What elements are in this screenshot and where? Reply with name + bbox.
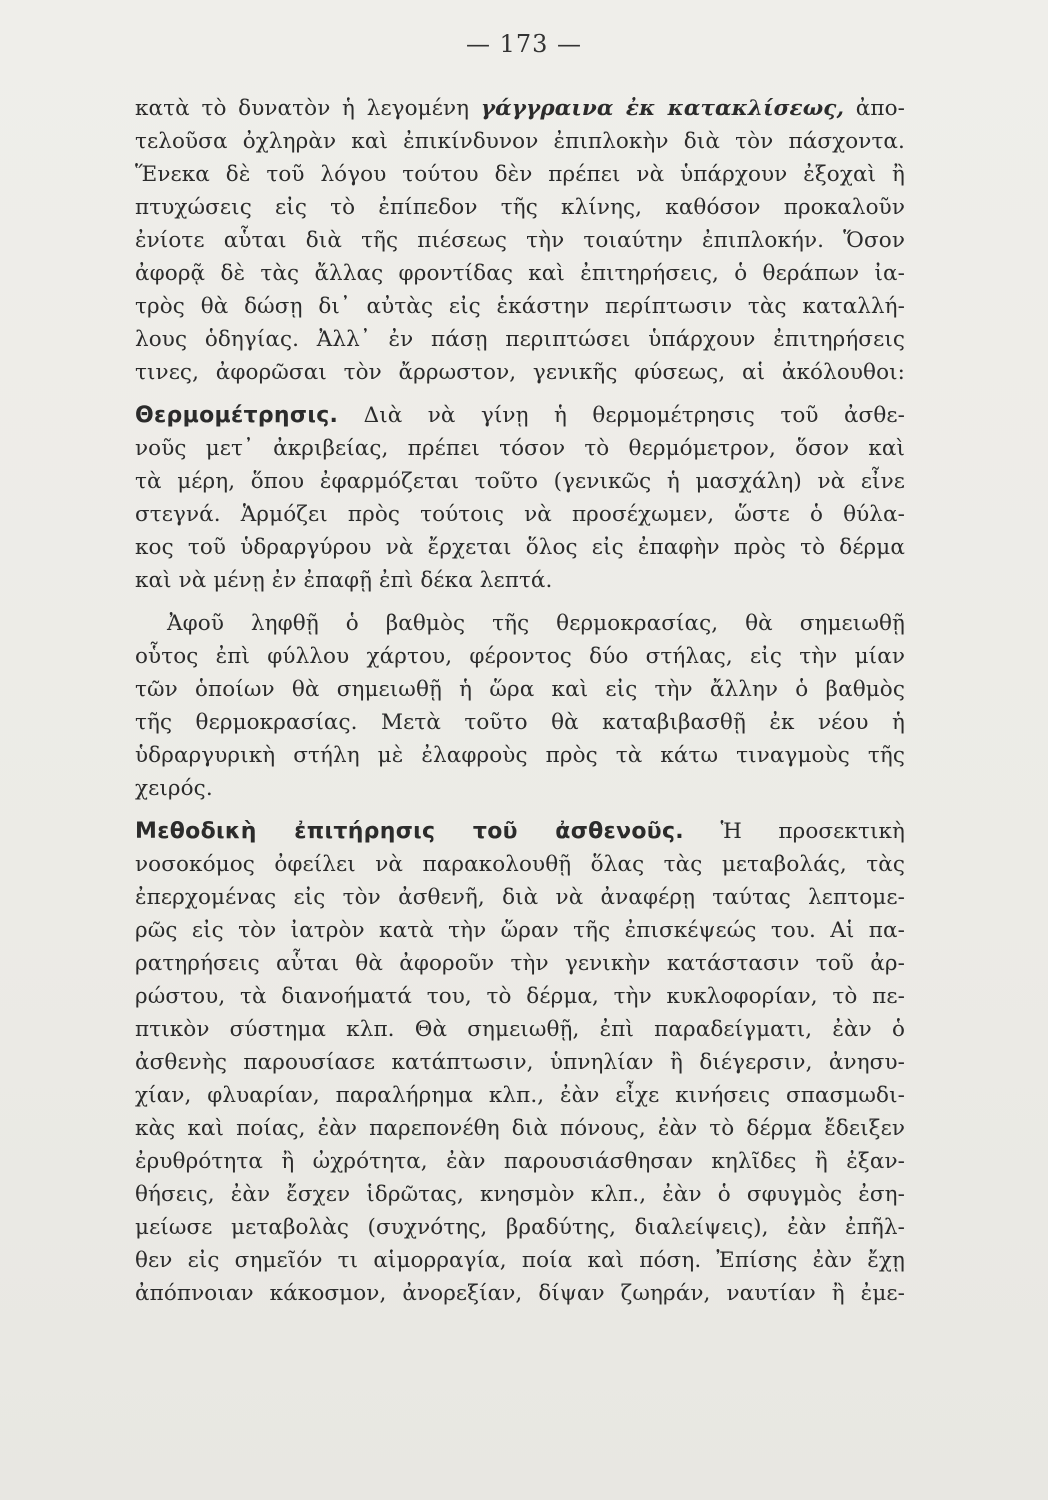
- text-line: χειρός.: [135, 776, 213, 801]
- text-line: πτικὸν σύστημα κλπ. Θὰ σημειωθῇ, ἐπὶ παραδείγματι, ἐὰν ὁ: [135, 1017, 905, 1042]
- italic-term: γάγγραινα ἐκ κατακλίσεως,: [480, 96, 845, 121]
- text-line: τῆς θερμοκρασίας. Μετὰ τοῦτο θὰ καταβιβασθῇ ἐκ νέου ἡ: [135, 710, 905, 735]
- text-line: κὰς καὶ ποίας, ἐὰν παρεπονέθη διὰ πόνους, ἐὰν τὸ δέρμα ἔδειξεν: [135, 1116, 905, 1141]
- text-line: ἀσθενὴς παρουσίασε κατάπτωσιν, ὑπνηλίαν ἢ διέγερσιν, ἀνησυ-: [135, 1050, 905, 1075]
- text-line: ρατηρήσεις αὗται θὰ ἀφοροῦν τὴν γενικὴν κατάστασιν τοῦ ἀρ-: [135, 951, 905, 976]
- text-line: τῶν ὁποίων θὰ σημειωθῇ ἡ ὥρα καὶ εἰς τὴν ἄλλην ὁ βαθμὸς: [135, 677, 905, 702]
- text-line: ἐρυθρότητα ἢ ὠχρότητα, ἐὰν παρουσιάσθησαν κηλῖδες ἢ ἐξαν-: [135, 1149, 905, 1174]
- section-heading: Θερμομέτρησις.: [135, 403, 339, 428]
- text-line: χίαν, φλυαρίαν, παραλήρημα κλπ., ἐὰν εἶχε κινήσεις σπασμωδι-: [135, 1083, 905, 1108]
- text-line: ἀπόπνοιαν κάκοσμον, ἀνορεξίαν, δίψαν ζωηράν, ναυτίαν ἢ ἐμε-: [135, 1281, 905, 1306]
- text-line: ἐνίοτε αὗται διὰ τῆς πιέσεως τὴν τοιαύτην ἐπιπλοκήν. Ὅσον: [135, 228, 905, 253]
- text-line: κος τοῦ ὑδραργύρου νὰ ἔρχεται ὅλος εἰς ἐπαφὴν πρὸς τὸ δέρμα: [135, 535, 905, 560]
- text-line: θήσεις, ἐὰν ἔσχεν ἱδρῶτας, κνησμὸν κλπ., ἐὰν ὁ σφυγμὸς ἐση-: [135, 1182, 905, 1207]
- page-number: — 173 —: [465, 30, 583, 58]
- text-line: τελοῦσα ὀχληρὰν καὶ ἐπικίνδυνον ἐπιπλοκὴν διὰ τὸν πάσχοντα.: [135, 129, 905, 154]
- text-line: μείωσε μεταβολὰς (συχνότης, βραδύτης, διαλείψεις), ἐὰν ἐπῆλ-: [135, 1215, 905, 1240]
- text-line: θεν εἰς σημεῖόν τι αἱμορραγία, ποία καὶ πόση. Ἐπίσης ἐὰν ἔχῃ: [135, 1248, 905, 1273]
- text-line: ρῶς εἰς τὸν ἰατρὸν κατὰ τὴν ὥραν τῆς ἐπισκέψεώς του. Αἱ πα-: [135, 918, 905, 943]
- text-line: τρὸς θὰ δώσῃ δι᾽ αὐτὰς εἰς ἑκάστην περίπτωσιν τὰς καταλλή-: [135, 294, 905, 319]
- text-line: νοσοκόμος ὀφείλει νὰ παρακολουθῇ ὅλας τὰς μεταβολάς, τὰς: [135, 852, 905, 877]
- text-line: λους ὁδηγίας. Ἀλλ᾽ ἐν πάσῃ περιπτώσει ὑπάρχουν ἐπιτηρήσεις: [135, 327, 905, 352]
- section-heading: Μεθοδικὴ ἐπιτήρησις τοῦ ἀσθενοῦς.: [135, 819, 684, 844]
- text-line: τὰ μέρη, ὅπου ἐφαρμόζεται τοῦτο (γενικῶς ἡ μασχάλη) νὰ εἶνε: [135, 469, 905, 494]
- text-line: νοῦς μετ᾽ ἀκριβείας, πρέπει τόσον τὸ θερμόμετρον, ὅσον καὶ: [135, 436, 905, 461]
- text-line: τινες, ἀφορῶσαι τὸν ἄρρωστον, γενικῆς φύσεως, αἱ ἀκόλουθοι:: [135, 360, 905, 385]
- text-line: καὶ νὰ μένῃ ἐν ἐπαφῇ ἐπὶ δέκα λεπτά.: [135, 568, 553, 593]
- text-line: στεγνά. Ἁρμόζει πρὸς τούτοις νὰ προσέχωμεν, ὥστε ὁ θύλα-: [135, 502, 905, 527]
- text-line: πτυχώσεις εἰς τὸ ἐπίπεδον τῆς κλίνης, καθόσον προκαλοῦν: [135, 195, 905, 220]
- paragraph-supervision: [135, 815, 905, 1310]
- paragraph: [135, 607, 905, 805]
- text-line: Ἀφοῦ ληφθῇ ὁ βαθμὸς τῆς θερμοκρασίας, θὰ σημειωθῇ: [167, 611, 905, 636]
- text-line: ἐπερχομένας εἰς τὸν ἀσθενῆ, διὰ νὰ ἀναφέρῃ ταύτας λεπτομε-: [135, 885, 905, 910]
- paragraph-thermometry: [135, 399, 905, 597]
- text-line: ὑδραργυρικὴ στήλη μὲ ἐλαφροὺς πρὸς τὰ κάτω τιναγμοὺς τῆς: [135, 743, 905, 768]
- text-line: Ἕνεκα δὲ τοῦ λόγου τούτου δὲν πρέπει νὰ ὑπάρχουν ἐξοχαὶ ἢ: [135, 162, 905, 187]
- text-line: ρώστου, τὰ διανοήματά του, τὸ δέρμα, τὴν κυκλοφορίαν, τὸ πε-: [135, 984, 905, 1009]
- body-text: [135, 92, 905, 1310]
- text-line: ἀφορᾷ δὲ τὰς ἄλλας φροντίδας καὶ ἐπιτηρήσεις, ὁ θεράπων ἰα-: [135, 261, 905, 286]
- text-line: Μεθοδικὴ ἐπιτήρησις τοῦ ἀσθενοῦς. Ἡ προσεκτικὴ: [135, 819, 905, 844]
- paragraph: [135, 92, 905, 389]
- text-line: οὗτος ἐπὶ φύλλου χάρτου, φέροντος δύο στήλας, εἰς τὴν μίαν: [135, 644, 905, 669]
- text-line: Θερμομέτρησις. Διὰ νὰ γίνῃ ἡ θερμομέτρησις τοῦ ἀσθε-: [135, 403, 905, 428]
- text-line: κατὰ τὸ δυνατὸν ἡ λεγομένη γάγγραινα ἐκ κατακλίσεως, ἀπο-: [135, 96, 905, 121]
